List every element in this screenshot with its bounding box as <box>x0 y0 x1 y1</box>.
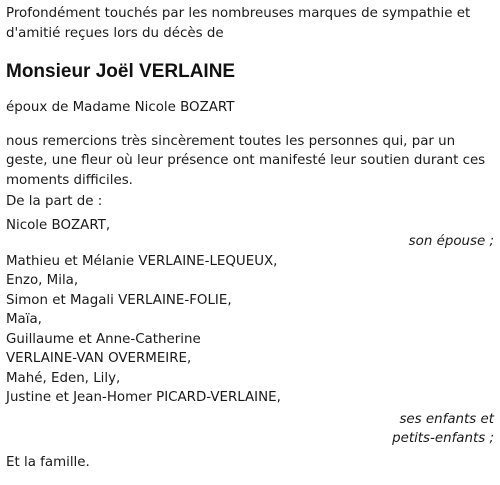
family-member-line: Enzo, Mila, <box>6 273 79 288</box>
children-relation: ses enfants et <box>399 411 494 427</box>
children-relation: petits-enfants ; <box>392 431 494 446</box>
spouse-line: époux de Madame Nicole BOZART <box>6 100 235 115</box>
thanks-text <box>6 132 496 191</box>
closing-line: Et la famille. <box>6 454 90 470</box>
intro-line: d'amitié reçues lors du décès de <box>6 25 224 41</box>
thanks-line: moments difficiles. <box>6 172 133 188</box>
deceased-name: Monsieur Joël VERLAINE <box>6 61 236 82</box>
family-member-line: Maïa, <box>6 312 42 327</box>
family-member-line: Guillaume et Anne-Catherine <box>6 331 201 347</box>
from-label: De la part de : <box>6 194 103 209</box>
family-member-line: Mahé, Eden, Lily, <box>6 370 121 386</box>
spouse-name: Nicole BOZART, <box>6 217 111 233</box>
intro-line: Profondément touchés par les nombreuses marques de sympathie et <box>6 6 471 21</box>
obituary-notice <box>6 4 496 472</box>
thanks-line: geste, une fleur où leur présence ont manifesté leur soutien durant ces <box>6 153 486 168</box>
thanks-line: nous remercions très sincèrement toutes les personnes qui, par un <box>6 133 456 149</box>
family-member-line: Simon et Magali VERLAINE-FOLIE, <box>6 292 232 308</box>
spouse-relation: son épouse ; <box>408 234 494 249</box>
family-member-line: Justine et Jean-Homer PICARD-VERLAINE, <box>6 390 281 405</box>
intro-text <box>6 4 496 43</box>
family-member-line: Mathieu et Mélanie VERLAINE-LEQUEUX, <box>6 253 278 269</box>
children-list <box>6 252 496 408</box>
family-member-line: VERLAINE-VAN OVERMEIRE, <box>6 351 192 366</box>
